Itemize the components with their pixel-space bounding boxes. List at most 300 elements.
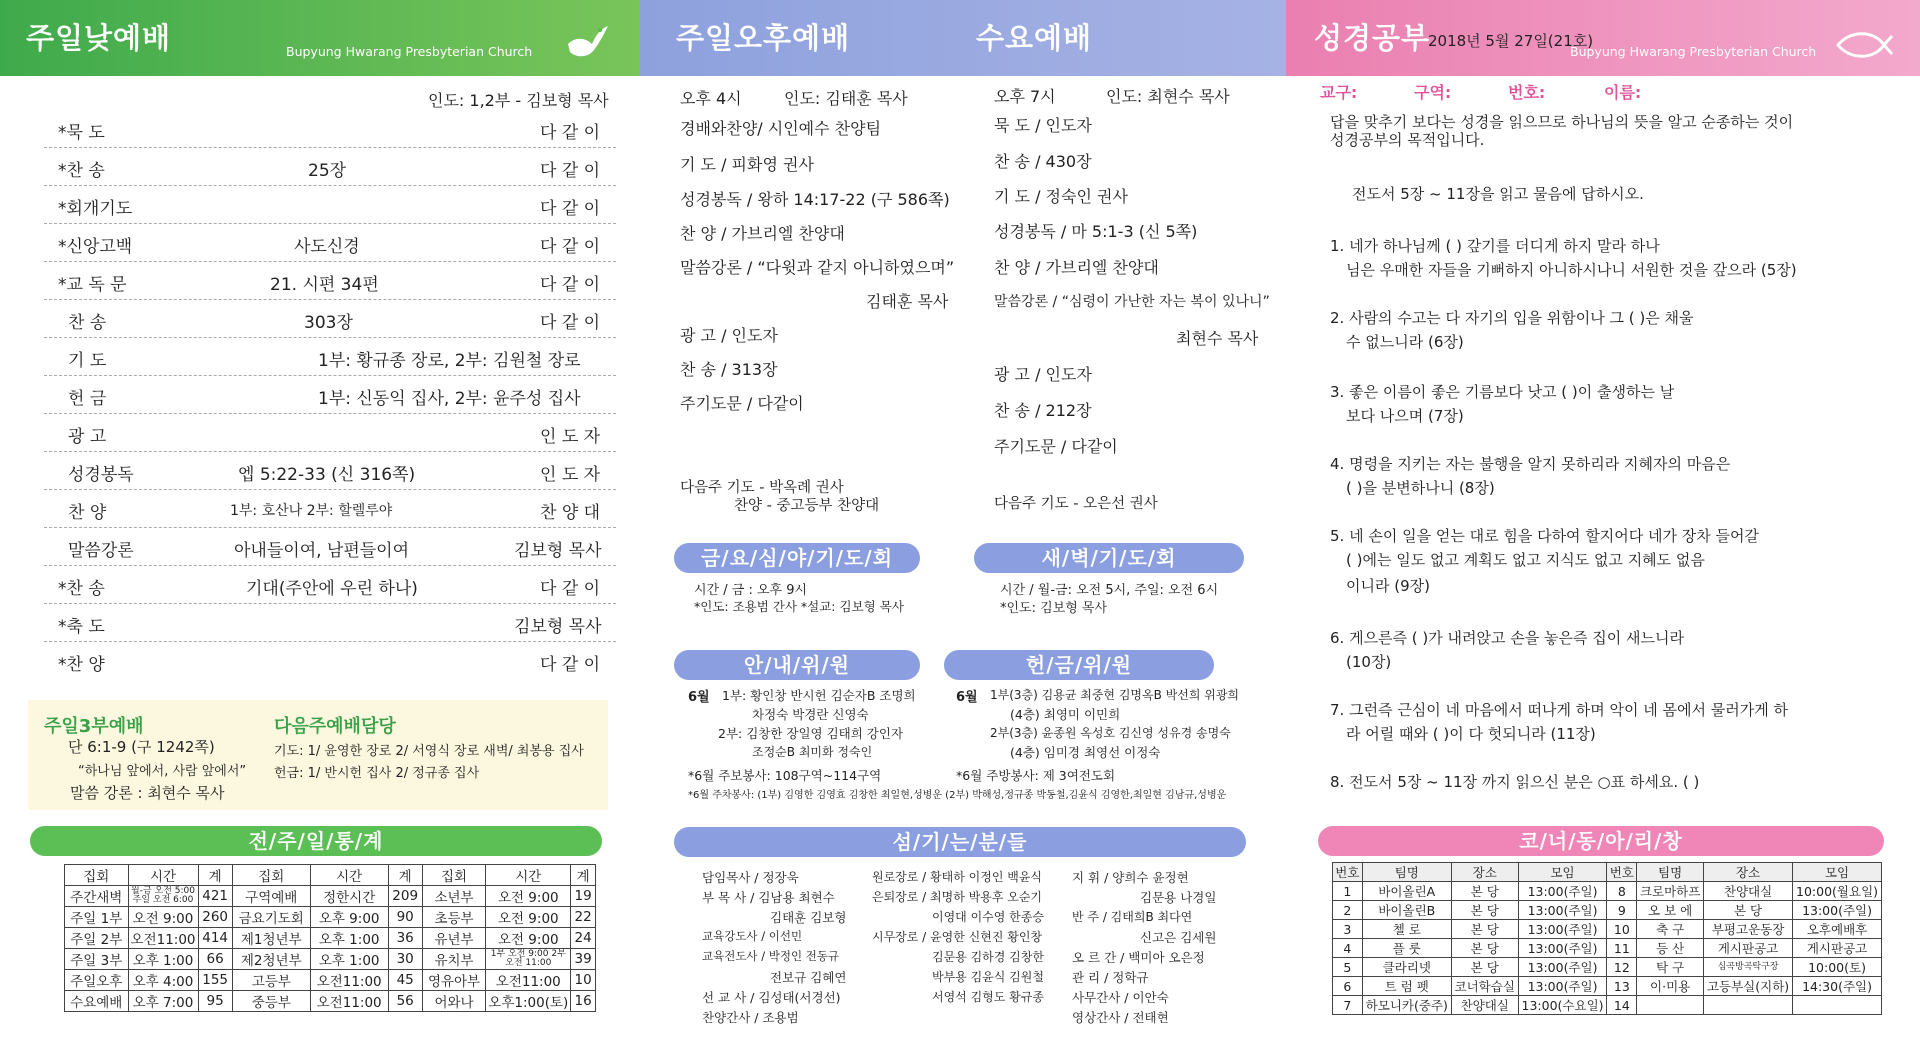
ushers-line: 1부: 황인창 반시헌 김순자B 조명희 xyxy=(722,688,916,703)
cell: 260 xyxy=(198,907,232,928)
cell: 95 xyxy=(198,991,232,1012)
question-line: 5. 네 손이 일을 얻는 대로 힘을 다하여 할지어다 네가 장차 들어갈 xyxy=(1330,527,1760,545)
afternoon-line: 말씀강론 / “다윗과 같지 아니하였으며” xyxy=(680,258,955,277)
cell: 본 당 xyxy=(1451,958,1518,977)
wednesday-preacher: 최현수 목사 xyxy=(1176,329,1259,348)
cell: 본 당 xyxy=(1451,939,1518,958)
servant-line: 선 교 사 / 김성태(서경선) xyxy=(702,990,841,1005)
cell: 오전11:00 xyxy=(310,991,388,1012)
cell: 66 xyxy=(198,949,232,970)
question-line: 라 어릴 때와 ( )이 다 헛되니라 (11장) xyxy=(1346,725,1596,743)
afternoon-leader: 인도: 김태훈 목사 xyxy=(784,89,908,108)
order-label: *교 독 문 xyxy=(58,275,127,295)
question-line: 보다 나으며 (7장) xyxy=(1346,407,1464,425)
order-detail: 아내들이여, 남편들이여 xyxy=(234,541,410,561)
order-label: *축 도 xyxy=(58,617,105,637)
church-name-en-2: Bupyung Hwarang Presbyterian Church xyxy=(1570,44,1817,59)
wednesday-leader: 인도: 최현수 목사 xyxy=(1106,87,1230,106)
church-name-en: Bupyung Hwarang Presbyterian Church xyxy=(286,44,533,59)
cell: 오후 4:00 xyxy=(128,970,198,991)
cell: 오전 9:00 xyxy=(486,928,571,949)
cell: 13:00(주일) xyxy=(1518,977,1607,996)
cell: 트 럼 펫 xyxy=(1362,977,1451,996)
afternoon-time: 오후 4시 xyxy=(680,89,742,108)
header-cell: 계 xyxy=(388,865,422,886)
question-line: 7. 그런즉 근심이 네 마음에서 떠나게 하며 악이 네 몸에서 물러가게 하 xyxy=(1330,701,1788,719)
cell: 6 xyxy=(1333,977,1363,996)
wednesday-worship-title: 수요예배 xyxy=(976,21,1093,55)
servant-line: 전보규 김혜연 xyxy=(770,970,847,985)
question-line: 3. 좋은 이름이 좋은 기름보다 낫고 ( )이 출생하는 날 xyxy=(1330,383,1675,401)
order-row xyxy=(44,642,616,680)
cell xyxy=(1637,996,1704,1015)
cell: 금요기도회 xyxy=(232,907,310,928)
afternoon-next-prayer: 다음주 기도 - 박옥례 권사 xyxy=(680,480,844,496)
afternoon-line: 찬 송 / 313장 xyxy=(680,360,778,379)
cell: 수요예배 xyxy=(65,991,129,1012)
order-leader: 다 같 이 xyxy=(540,275,601,295)
order-label: 찬 양 xyxy=(68,503,107,523)
cell: 36 xyxy=(388,928,422,949)
cell: 고등부 xyxy=(232,970,310,991)
servant-line: 지 휘 / 양희수 윤정현 xyxy=(1072,870,1189,885)
cell: 게시판공고 xyxy=(1793,939,1882,958)
ushers-line: 2부: 김창한 장일영 김태희 강인자 xyxy=(718,726,904,741)
table-row xyxy=(65,949,596,970)
cell: 22 xyxy=(571,907,596,928)
morning-leader: 인도: 1,2부 - 김보형 목사 xyxy=(428,91,609,110)
cell: 소년부 xyxy=(422,886,486,907)
order-detail: 1부: 황규종 장로, 2부: 김원철 장로 xyxy=(318,351,581,371)
cell xyxy=(1704,996,1793,1015)
servant-line: 담임목사 / 정장욱 xyxy=(702,870,799,885)
dawn-prayer-leader: *인도: 김보형 목사 xyxy=(1000,601,1108,616)
third-service-sermon: 말씀 강론 : 최현수 목사 xyxy=(70,784,225,802)
cell: 14 xyxy=(1607,996,1637,1015)
header-cell: 집회 xyxy=(65,865,129,886)
cell: 초등부 xyxy=(422,907,486,928)
header-band-morning xyxy=(0,0,640,76)
order-leader: 다 같 이 xyxy=(540,655,601,675)
servant-line: 사무간사 / 이안숙 xyxy=(1072,990,1169,1005)
servant-line: 김문용 김하경 김창한 xyxy=(932,950,1044,964)
question-line: ( )을 분변하나니 (8장) xyxy=(1346,479,1495,497)
order-row xyxy=(44,566,616,604)
order-detail: 1부: 호산나 2부: 할렐루야 xyxy=(230,503,393,519)
table-row xyxy=(1333,920,1882,939)
cell: 오후 1:00 xyxy=(310,928,388,949)
cell: 이·미용 xyxy=(1637,977,1704,996)
cell: 어와나 xyxy=(422,991,486,1012)
order-leader: 찬 양 대 xyxy=(540,503,601,523)
cell: 오전11:00 xyxy=(486,970,571,991)
wednesday-line: 묵 도 / 인도자 xyxy=(994,116,1092,135)
order-row xyxy=(44,414,616,452)
question-line: 4. 명령을 지키는 자는 불행을 알지 못하리라 지혜자의 마음은 xyxy=(1330,455,1731,473)
cell: 오전 9:00 xyxy=(486,886,571,907)
cell: 본 당 xyxy=(1451,920,1518,939)
next-duty-offering: 헌금: 1/ 반시헌 집사 2/ 정규종 집사 xyxy=(274,766,480,781)
order-label: *찬 송 xyxy=(58,161,105,181)
field-number: 번호: xyxy=(1508,83,1546,102)
servant-line: 은퇴장로 / 최명하 박용후 오순기 xyxy=(872,890,1042,904)
wednesday-line: 주기도문 / 다같이 xyxy=(994,437,1118,456)
cell: 크로마하프 xyxy=(1637,882,1704,901)
field-name: 이름: xyxy=(1604,83,1642,102)
offering-committee-title: 헌/금/위/원 xyxy=(944,650,1214,680)
afternoon-line: 성경봉독 / 왕하 14:17-22 (구 586쪽) xyxy=(680,190,950,209)
question-line: 1. 네가 하나님께 ( ) 갚기를 더디게 하지 말라 하나 xyxy=(1330,237,1660,255)
wednesday-line: 성경봉독 / 마 5:1-3 (신 5쪽) xyxy=(994,222,1198,241)
header-cell: 장소 xyxy=(1451,863,1518,882)
table-row xyxy=(1333,958,1882,977)
order-row xyxy=(44,452,616,490)
table-row xyxy=(65,886,596,907)
wednesday-next-prayer: 다음주 기도 - 오은선 권사 xyxy=(994,496,1158,512)
cell: 바이올린A xyxy=(1362,882,1451,901)
header-cell: 시간 xyxy=(128,865,198,886)
clubs-title: 코/너/동/아/리/창 xyxy=(1318,826,1884,856)
header-cell: 장소 xyxy=(1704,863,1793,882)
order-row xyxy=(44,224,616,262)
order-label: 광 고 xyxy=(68,427,107,447)
cell: 플 룻 xyxy=(1362,939,1451,958)
header-cell: 번호 xyxy=(1607,863,1637,882)
cell: 13:00(주일) xyxy=(1793,901,1882,920)
study-intro: 성경공부의 목적입니다. xyxy=(1330,131,1485,149)
header-cell: 팀명 xyxy=(1362,863,1451,882)
next-duty-prayer: 기도: 1/ 윤영한 장로 2/ 서영식 장로 새벽/ 최봉용 집사 xyxy=(274,744,584,759)
cell: 게시판공고 xyxy=(1704,939,1793,958)
cell: 7 xyxy=(1333,996,1363,1015)
table-row xyxy=(65,907,596,928)
cell: 오후 1:00 xyxy=(310,949,388,970)
order-leader: 김보형 목사 xyxy=(514,541,602,561)
cell: 찬양대실 xyxy=(1451,996,1518,1015)
servant-line: 영상간사 / 전태현 xyxy=(1072,1010,1169,1025)
header-cell: 시간 xyxy=(486,865,571,886)
order-leader: 다 같 이 xyxy=(540,161,601,181)
cell: 주일오후 xyxy=(65,970,129,991)
offering-line: (4층) 최영미 이민희 xyxy=(1010,707,1121,722)
order-leader: 인 도 자 xyxy=(540,465,601,485)
cell: 3 xyxy=(1333,920,1363,939)
ushers-title: 안/내/위/원 xyxy=(674,650,920,680)
offering-line: 1부(3층) 김용균 최중현 김명옥B 박선희 위광희 xyxy=(990,688,1240,702)
table-row xyxy=(65,970,596,991)
bulletin-service: *6월 주보봉사: 108구역~114구역 xyxy=(688,768,882,783)
servant-line: 반 주 / 김태희B 최다연 xyxy=(1072,910,1193,924)
question-line: (10장) xyxy=(1346,653,1392,671)
order-row xyxy=(44,528,616,566)
cell: 10 xyxy=(571,970,596,991)
cell: 제2청년부 xyxy=(232,949,310,970)
order-label: *신앙고백 xyxy=(58,237,133,257)
header-cell: 팀명 xyxy=(1637,863,1704,882)
servant-line: 김문용 나경일 xyxy=(1140,890,1217,905)
table-row xyxy=(1333,901,1882,920)
wednesday-line: 말씀강론 / “심령이 가난한 자는 복이 있나니” xyxy=(994,294,1270,310)
cell: 클라리넷 xyxy=(1362,958,1451,977)
cell: 45 xyxy=(388,970,422,991)
question-line: 이니라 (9장) xyxy=(1346,577,1430,595)
question-line: 8. 전도서 5장 ~ 11장 까지 읽으신 분은 ○표 하세요. ( ) xyxy=(1330,773,1700,791)
cell: 주일 3부 xyxy=(65,949,129,970)
cell: 본 당 xyxy=(1704,901,1793,920)
order-row xyxy=(44,604,616,642)
cell: 주간새벽 xyxy=(65,886,129,907)
bible-study-title: 성경공부 xyxy=(1314,21,1431,55)
cell: 오전11:00 xyxy=(310,970,388,991)
afternoon-line: 경배와찬양/ 시인예수 찬양팀 xyxy=(680,119,882,138)
dawn-prayer-time: 시간 / 월-금: 오전 5시, 주일: 오전 6시 xyxy=(1000,583,1219,598)
cell: 10:00(토) xyxy=(1793,958,1882,977)
cell: 421 xyxy=(198,886,232,907)
cell: 찬양대실 xyxy=(1704,882,1793,901)
servant-line: 교육전도사 / 박정인 전동규 xyxy=(702,949,840,963)
cell: 축 구 xyxy=(1637,920,1704,939)
third-service-title: 주일3부예배 xyxy=(44,716,144,737)
header-cell: 집회 xyxy=(422,865,486,886)
offering-month: 6월 xyxy=(956,690,978,705)
afternoon-worship-title: 주일오후예배 xyxy=(676,21,851,55)
servant-line: 관 리 / 정학규 xyxy=(1072,970,1149,985)
afternoon-line: 광 고 / 인도자 xyxy=(680,326,778,345)
cell: 탁 구 xyxy=(1637,958,1704,977)
order-label: *회개기도 xyxy=(58,199,133,219)
cell: 오후예배후 xyxy=(1793,920,1882,939)
cell: 209 xyxy=(388,886,422,907)
question-line: 수 없느니라 (6장) xyxy=(1346,333,1464,351)
header-cell: 집회 xyxy=(232,865,310,886)
cell: 30 xyxy=(388,949,422,970)
table-row xyxy=(65,928,596,949)
cell: 12 xyxy=(1607,958,1637,977)
cell: 부평고운동장 xyxy=(1704,920,1793,939)
clubs-table xyxy=(1332,862,1882,1015)
cell: 1부 오전 9:00 2부 오전 11:00 xyxy=(486,949,571,970)
offering-line: (4층) 임미경 최영선 이정숙 xyxy=(1010,745,1161,760)
cell: 유년부 xyxy=(422,928,486,949)
ushers-line: 차정숙 박경란 신영숙 xyxy=(752,707,869,722)
order-leader: 다 같 이 xyxy=(540,199,601,219)
field-zone: 구역: xyxy=(1414,83,1452,102)
order-row xyxy=(44,376,616,414)
wednesday-line: 광 고 / 인도자 xyxy=(994,365,1092,384)
dove-icon xyxy=(560,14,610,64)
cell: 13:00(주일) xyxy=(1518,939,1607,958)
cell: 9 xyxy=(1607,901,1637,920)
cell: 16 xyxy=(571,991,596,1012)
order-row xyxy=(44,490,616,528)
question-line: ( )에는 일도 없고 계획도 없고 지식도 없고 지혜도 없음 xyxy=(1346,551,1705,569)
table-row xyxy=(1333,939,1882,958)
third-service-quote: “하나님 앞에서, 사람 앞에서” xyxy=(78,764,247,779)
order-leader: 김보형 목사 xyxy=(514,617,602,637)
cell: 155 xyxy=(198,970,232,991)
order-detail: 25장 xyxy=(308,161,347,181)
wednesday-line: 찬 송 / 430장 xyxy=(994,152,1092,171)
servant-line: 부 목 사 / 김남용 최현수 xyxy=(702,890,835,905)
wednesday-line: 찬 양 / 가브리엘 찬양대 xyxy=(994,258,1159,277)
cell: 오후 9:00 xyxy=(310,907,388,928)
servant-line: 이영대 이수영 한종승 xyxy=(932,910,1044,924)
cell: 중등부 xyxy=(232,991,310,1012)
cell: 구역예배 xyxy=(232,886,310,907)
table-header-row xyxy=(1333,863,1882,882)
servant-line: 교육강도사 / 이선민 xyxy=(702,929,803,943)
friday-prayer-leaders: *인도: 조용범 간사 *설교: 김보형 목사 xyxy=(694,599,904,614)
order-leader: 다 같 이 xyxy=(540,123,601,143)
cell: 오후1:00(토) xyxy=(486,991,571,1012)
cell: 유치부 xyxy=(422,949,486,970)
order-row xyxy=(44,262,616,300)
cell: 10 xyxy=(1607,920,1637,939)
order-label: *찬 양 xyxy=(58,655,105,675)
order-detail: 21. 시편 34편 xyxy=(270,275,379,295)
fish-icon xyxy=(1834,28,1894,62)
cell: 14:30(주일) xyxy=(1793,977,1882,996)
parking-service: *6월 주차봉사: (1부) 김영한 김영효 김창한 최일현,성병운 (2부) 박해성,정규종 박동철,김윤식 김영한,최일현 김남규,성병운 xyxy=(688,790,1227,801)
order-row xyxy=(44,110,616,148)
order-row xyxy=(44,338,616,376)
cell: 오전 9:00 xyxy=(486,907,571,928)
third-service-box xyxy=(28,700,608,810)
header-cell: 번호 xyxy=(1333,863,1363,882)
servant-line: 찬양간사 / 조용범 xyxy=(702,1010,799,1025)
order-detail: 사도신경 xyxy=(294,237,360,257)
table-row xyxy=(1333,996,1882,1015)
cell: 13 xyxy=(1607,977,1637,996)
table-row xyxy=(1333,977,1882,996)
cell: 5 xyxy=(1333,958,1363,977)
cell: 코너학습실 xyxy=(1451,977,1518,996)
header-cell: 계 xyxy=(571,865,596,886)
third-service-passage: 단 6:1-9 (구 1242쪽) xyxy=(68,738,215,756)
cell: 24 xyxy=(571,928,596,949)
cell: 10:00(월요일) xyxy=(1793,882,1882,901)
weekly-stats-title: 전/주/일/통/계 xyxy=(30,826,602,856)
servant-line: 신고은 김세원 xyxy=(1140,930,1217,945)
question-line: 님은 우매한 자들을 기뻐하지 아니하시나니 서원한 것을 갚으라 (5장) xyxy=(1346,261,1797,279)
wednesday-line: 기 도 / 정숙인 권사 xyxy=(994,187,1128,206)
cell: 13:00(주일) xyxy=(1518,882,1607,901)
servant-line: 김태훈 김보형 xyxy=(770,910,847,925)
cell: 11 xyxy=(1607,939,1637,958)
study-intro: 답을 맞추기 보다는 성경을 읽으므로 하나님의 뜻을 알고 순종하는 것이 xyxy=(1330,113,1794,131)
cell: 하모니카(중주) xyxy=(1362,996,1451,1015)
wednesday-time: 오후 7시 xyxy=(994,87,1056,106)
order-row xyxy=(44,300,616,338)
order-leader: 다 같 이 xyxy=(540,237,601,257)
table-header-row xyxy=(65,865,596,886)
header-cell: 계 xyxy=(198,865,232,886)
cell: 심곡방곡탁구장 xyxy=(1704,958,1793,977)
ushers-month: 6월 xyxy=(688,690,710,705)
cell: 오 보 에 xyxy=(1637,901,1704,920)
header-cell: 모임 xyxy=(1518,863,1607,882)
wednesday-line: 찬 송 / 212장 xyxy=(994,401,1092,420)
header-cell: 시간 xyxy=(310,865,388,886)
cell: 본 당 xyxy=(1451,901,1518,920)
cell: 영유아부 xyxy=(422,970,486,991)
cell: 39 xyxy=(571,949,596,970)
weekly-stats-table xyxy=(64,864,596,1012)
cell: 본 당 xyxy=(1451,882,1518,901)
header-band-study xyxy=(1286,0,1920,76)
servant-line: 오 르 간 / 백미아 오은정 xyxy=(1072,950,1205,965)
cell: 13:00(주일) xyxy=(1518,920,1607,939)
order-row xyxy=(44,186,616,224)
servant-line: 시무장로 / 윤영한 신현진 황인창 xyxy=(872,930,1042,944)
order-detail: 1부: 신동익 집사, 2부: 윤주성 집사 xyxy=(318,389,581,409)
afternoon-next-praise: 찬양 - 중고등부 찬양대 xyxy=(734,498,880,514)
order-detail: 기대(주안에 우린 하나) xyxy=(246,579,418,599)
cell: 1 xyxy=(1333,882,1363,901)
servant-line: 서영석 김형도 황규종 xyxy=(932,990,1044,1004)
order-label: 헌 금 xyxy=(68,389,107,409)
order-leader: 다 같 이 xyxy=(540,313,601,333)
cell: 13:00(주일) xyxy=(1518,958,1607,977)
order-label: 찬 송 xyxy=(68,313,107,333)
order-label: *묵 도 xyxy=(58,123,105,143)
order-detail: 엡 5:22-33 (신 316쪽) xyxy=(238,465,416,485)
cell: 오후 7:00 xyxy=(128,991,198,1012)
cell: 고등부실(지하) xyxy=(1704,977,1793,996)
cell: 8 xyxy=(1607,882,1637,901)
morning-worship-title: 주일낮예배 xyxy=(26,21,172,55)
cell: 오전11:00 xyxy=(128,928,198,949)
cell: 13:00(주일) xyxy=(1518,901,1607,920)
cell: 첼 로 xyxy=(1362,920,1451,939)
next-duty-title: 다음주예배담당 xyxy=(274,716,396,737)
servant-line: 박부용 김윤식 김원철 xyxy=(932,970,1044,984)
cell: 13:00(수요일) xyxy=(1518,996,1607,1015)
cell: 90 xyxy=(388,907,422,928)
afternoon-line: 기 도 / 피화영 권사 xyxy=(680,155,814,174)
table-row xyxy=(1333,882,1882,901)
afternoon-line: 주기도문 / 다같이 xyxy=(680,394,804,413)
field-district: 교구: xyxy=(1320,83,1358,102)
cell: 제1청년부 xyxy=(232,928,310,949)
kitchen-service: *6월 주방봉사: 제 3여전도회 xyxy=(956,768,1116,783)
study-instruction: 전도서 5장 ~ 11장을 읽고 물음에 답하시오. xyxy=(1352,185,1644,203)
cell: 월-금 오전 5:00 주일 오전 6:00 xyxy=(128,886,198,907)
bulletin-date: 2018년 5월 27일(21호) xyxy=(1428,32,1594,50)
cell: 정한시간 xyxy=(310,886,388,907)
cell: 19 xyxy=(571,886,596,907)
header-band-afternoon xyxy=(640,0,1286,76)
order-label: 성경봉독 xyxy=(68,465,134,485)
friday-prayer-time: 시간 / 금 : 오후 9시 xyxy=(694,583,808,598)
order-row xyxy=(44,148,616,186)
order-leader: 다 같 이 xyxy=(540,579,601,599)
cell: 오전 9:00 xyxy=(128,907,198,928)
cell xyxy=(1793,996,1882,1015)
friday-prayer-title: 금/요/심/야/기/도/회 xyxy=(674,543,920,573)
question-line: 6. 게으른즉 ( )가 내려앉고 손을 놓은즉 집이 새느니라 xyxy=(1330,629,1684,647)
afternoon-line: 찬 양 / 가브리엘 찬양대 xyxy=(680,224,845,243)
afternoon-preacher: 김태훈 목사 xyxy=(866,292,949,311)
header-cell: 모임 xyxy=(1793,863,1882,882)
cell: 주일 1부 xyxy=(65,907,129,928)
ushers-line: 조정순B 최미화 정숙인 xyxy=(752,745,873,759)
cell: 오후 1:00 xyxy=(128,949,198,970)
cell: 56 xyxy=(388,991,422,1012)
order-label: 기 도 xyxy=(68,351,107,371)
cell: 바이올린B xyxy=(1362,901,1451,920)
order-leader: 인 도 자 xyxy=(540,427,601,447)
